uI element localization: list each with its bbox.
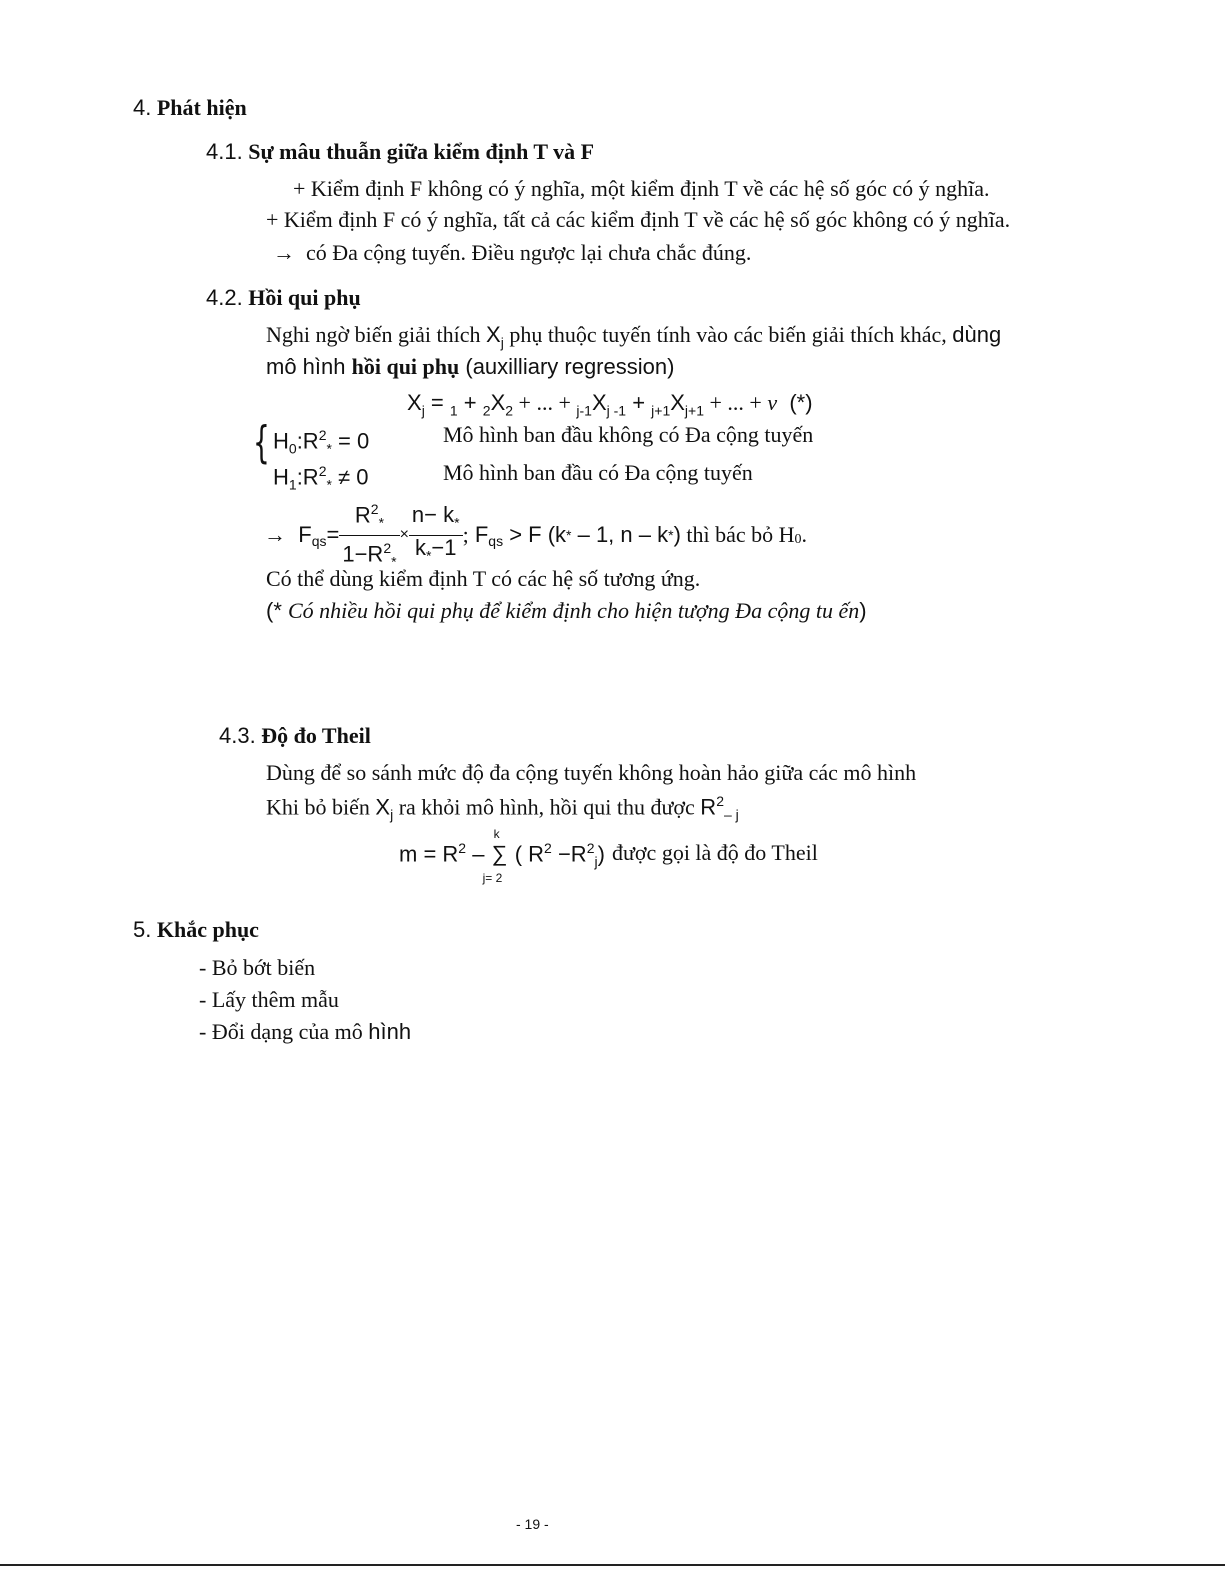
section-5-heading bbox=[133, 917, 259, 943]
gt-sign: > F bbox=[503, 522, 548, 548]
text-span: có Đa cộng tuyến. Điều ngược lại chưa chắc đúng. bbox=[306, 240, 752, 265]
frac-sub: * bbox=[378, 514, 385, 531]
text-line: + Kiểm định F có ý nghĩa, tất cả các kiểm định T về các hệ số góc không có ý nghĩa. bbox=[266, 207, 1011, 232]
frac-text: R bbox=[354, 502, 371, 528]
section-number: 5. bbox=[133, 917, 152, 942]
subscript: j bbox=[390, 806, 394, 823]
theil-term: ( R bbox=[514, 841, 545, 867]
text-span: dùng bbox=[952, 322, 1002, 347]
section-4-heading bbox=[133, 95, 247, 121]
text-span: (* bbox=[266, 598, 288, 623]
theil-desc: được gọi là độ đo Theil bbox=[612, 840, 818, 865]
eq-sign: + bbox=[457, 390, 483, 415]
eq-sub: j+1 bbox=[684, 402, 704, 419]
theil-formula bbox=[399, 827, 605, 886]
frac-sup: 2 bbox=[383, 539, 392, 556]
eq-term: v bbox=[767, 390, 778, 415]
text-span: - Đổi dạng của mô bbox=[199, 1019, 369, 1044]
frac-text: −1 bbox=[431, 534, 457, 560]
eq-label: (*) bbox=[789, 390, 813, 415]
variable: X bbox=[486, 322, 501, 347]
fraction-df bbox=[409, 503, 463, 567]
frac-sup: 2 bbox=[370, 501, 379, 517]
subsection-title: Hồi qui phụ bbox=[248, 285, 361, 310]
list-item: - Lấy thêm mẫu bbox=[199, 987, 339, 1012]
eq-sub: 1 bbox=[449, 402, 458, 419]
subsection-title: Độ đo Theil bbox=[261, 723, 371, 748]
eq-term: X bbox=[407, 390, 422, 415]
subsection-4-2-heading bbox=[206, 285, 361, 311]
conclusion-text: . bbox=[801, 522, 808, 548]
h-sub: * bbox=[326, 476, 332, 493]
f-sub: qs bbox=[488, 533, 504, 550]
f-args: ) bbox=[673, 522, 681, 548]
eq-sign: = bbox=[424, 390, 450, 415]
h-sub: * bbox=[326, 440, 332, 457]
eq-sub: 2 bbox=[505, 402, 514, 419]
text-line bbox=[266, 793, 739, 823]
eq-sub: j+1 bbox=[651, 402, 671, 419]
theil-term: m = R bbox=[399, 841, 459, 867]
f-symbol: F bbox=[298, 522, 312, 548]
h-symbol: H bbox=[273, 464, 289, 490]
text-line: + Kiểm định F không có ý nghĩa, một kiểm định T về các hệ số góc có ý nghĩa. bbox=[293, 176, 990, 201]
hypothesis-h1 bbox=[273, 463, 368, 493]
sigma-icon: ∑ bbox=[491, 841, 508, 867]
frac-text: k bbox=[414, 534, 426, 560]
section-number: 4. bbox=[133, 95, 152, 120]
fraction-r2 bbox=[339, 497, 399, 573]
list-item bbox=[199, 1019, 411, 1045]
text-span: ) bbox=[859, 598, 867, 623]
frac-sub: * bbox=[425, 547, 432, 564]
arrow-icon: → bbox=[273, 240, 295, 265]
times-sign: × bbox=[399, 526, 409, 544]
subsection-4-1-heading bbox=[206, 139, 594, 165]
hypothesis-h0 bbox=[273, 427, 369, 457]
frac-sub: * bbox=[391, 553, 397, 570]
eq-sign: + bbox=[626, 390, 652, 415]
h-rel: :R bbox=[296, 464, 319, 490]
eq-sub: j -1 bbox=[606, 402, 627, 419]
hypothesis-h0-desc: Mô hình ban đầu không có Đa cộng tuyến bbox=[443, 422, 814, 447]
h-rel: :R bbox=[296, 428, 319, 454]
eq-sub: j-1 bbox=[576, 402, 592, 419]
conclusion-text: thì bác bỏ H bbox=[680, 522, 795, 548]
text-line bbox=[266, 322, 1001, 350]
text-span: Khi bỏ biến bbox=[266, 794, 376, 820]
denominator bbox=[409, 536, 463, 567]
eq-sign: + ... + bbox=[513, 390, 577, 415]
superscript: 2 bbox=[716, 793, 724, 809]
text-line: Dùng để so sánh mức độ đa cộng tuyến không hoàn hảo giữa các mô hình bbox=[266, 760, 917, 785]
text-line bbox=[266, 354, 674, 380]
bold-term: hồi qui phụ bbox=[351, 354, 460, 379]
subsection-title: Sự mâu thuẫn giữa kiểm định T và F bbox=[248, 139, 595, 164]
f-sub: qs bbox=[311, 533, 327, 550]
italic-note: Có nhiều hồi qui phụ để kiểm định cho hiện tượng Đa cộng tu ến bbox=[288, 598, 860, 623]
variable: R bbox=[700, 794, 717, 820]
theil-term: ) bbox=[597, 841, 605, 867]
h-value: ≠ 0 bbox=[331, 464, 369, 490]
theil-sup: 2 bbox=[458, 840, 467, 856]
subsection-number: 4.3. bbox=[219, 723, 256, 748]
text-line: Có thể dùng kiểm định T có các hệ số tương ứng. bbox=[266, 566, 701, 591]
f-symbol: F bbox=[474, 522, 489, 548]
subsection-number: 4.2. bbox=[206, 285, 243, 310]
theil-sup: 2 bbox=[586, 840, 595, 856]
section-title: Phát hiện bbox=[156, 95, 247, 120]
list-item: - Bỏ bớt biến bbox=[199, 955, 316, 980]
left-brace-icon: { bbox=[253, 417, 270, 468]
numerator bbox=[409, 503, 463, 535]
page-number: - 19 - bbox=[516, 1516, 549, 1532]
sum-upper: k bbox=[493, 827, 500, 842]
conclusion-sub: 0 bbox=[794, 532, 802, 548]
theil-sub: j bbox=[594, 853, 598, 870]
eq-sub: 2 bbox=[482, 402, 491, 419]
subsection-number: 4.1. bbox=[206, 139, 243, 164]
h-value: = 0 bbox=[331, 428, 370, 454]
variable: X bbox=[375, 794, 391, 820]
text-span: ra khỏi mô hình, hồi qui thu được bbox=[393, 794, 701, 820]
eq-term: X bbox=[490, 390, 506, 415]
text-line bbox=[266, 598, 867, 624]
text-span: (auxilliary regression) bbox=[459, 354, 675, 379]
separator: ; bbox=[462, 522, 469, 548]
subsection-4-3-heading bbox=[219, 723, 371, 749]
auxiliary-equation bbox=[407, 390, 813, 418]
text-span: mô hình bbox=[266, 354, 352, 379]
arrow-icon: → bbox=[264, 522, 286, 548]
frac-text: n− k bbox=[411, 502, 455, 528]
theil-sign: – bbox=[466, 841, 485, 867]
f-sub: * bbox=[566, 527, 572, 544]
h-sub: 0 bbox=[288, 440, 297, 457]
subscript: j bbox=[500, 334, 504, 351]
text-line bbox=[273, 240, 751, 266]
eq-sign: = bbox=[326, 522, 340, 548]
h-sub: 1 bbox=[288, 476, 297, 493]
f-statistic-formula bbox=[264, 497, 807, 573]
footer-rule bbox=[0, 1564, 1225, 1566]
theil-sup: 2 bbox=[544, 840, 552, 856]
text-span: Nghi ngờ biến giải thích bbox=[266, 322, 486, 347]
text-span: phụ thuộc tuyến tính vào các biến giải thích khác, bbox=[503, 322, 953, 347]
summation bbox=[482, 827, 509, 886]
subscript: – j bbox=[723, 806, 739, 823]
f-sub: * bbox=[668, 527, 674, 544]
f-args: (k bbox=[547, 522, 567, 548]
eq-term: X bbox=[670, 390, 685, 415]
h-sup: 2 bbox=[318, 427, 327, 443]
frac-sub: * bbox=[454, 514, 460, 531]
frac-text: 1−R bbox=[342, 541, 384, 567]
sum-lower: j= 2 bbox=[482, 871, 503, 886]
numerator bbox=[339, 497, 399, 536]
h-sup: 2 bbox=[318, 463, 327, 479]
eq-sign: + ... + bbox=[704, 390, 768, 415]
eq-sub: j bbox=[421, 402, 425, 419]
f-args: – 1, n – k bbox=[571, 522, 669, 548]
theil-term: −R bbox=[551, 841, 587, 867]
section-title: Khắc phục bbox=[156, 917, 259, 942]
hypothesis-h1-desc: Mô hình ban đầu có Đa cộng tuyến bbox=[443, 460, 753, 485]
h-symbol: H bbox=[273, 428, 289, 454]
eq-term: X bbox=[591, 390, 607, 415]
text-span: hình bbox=[368, 1019, 412, 1044]
